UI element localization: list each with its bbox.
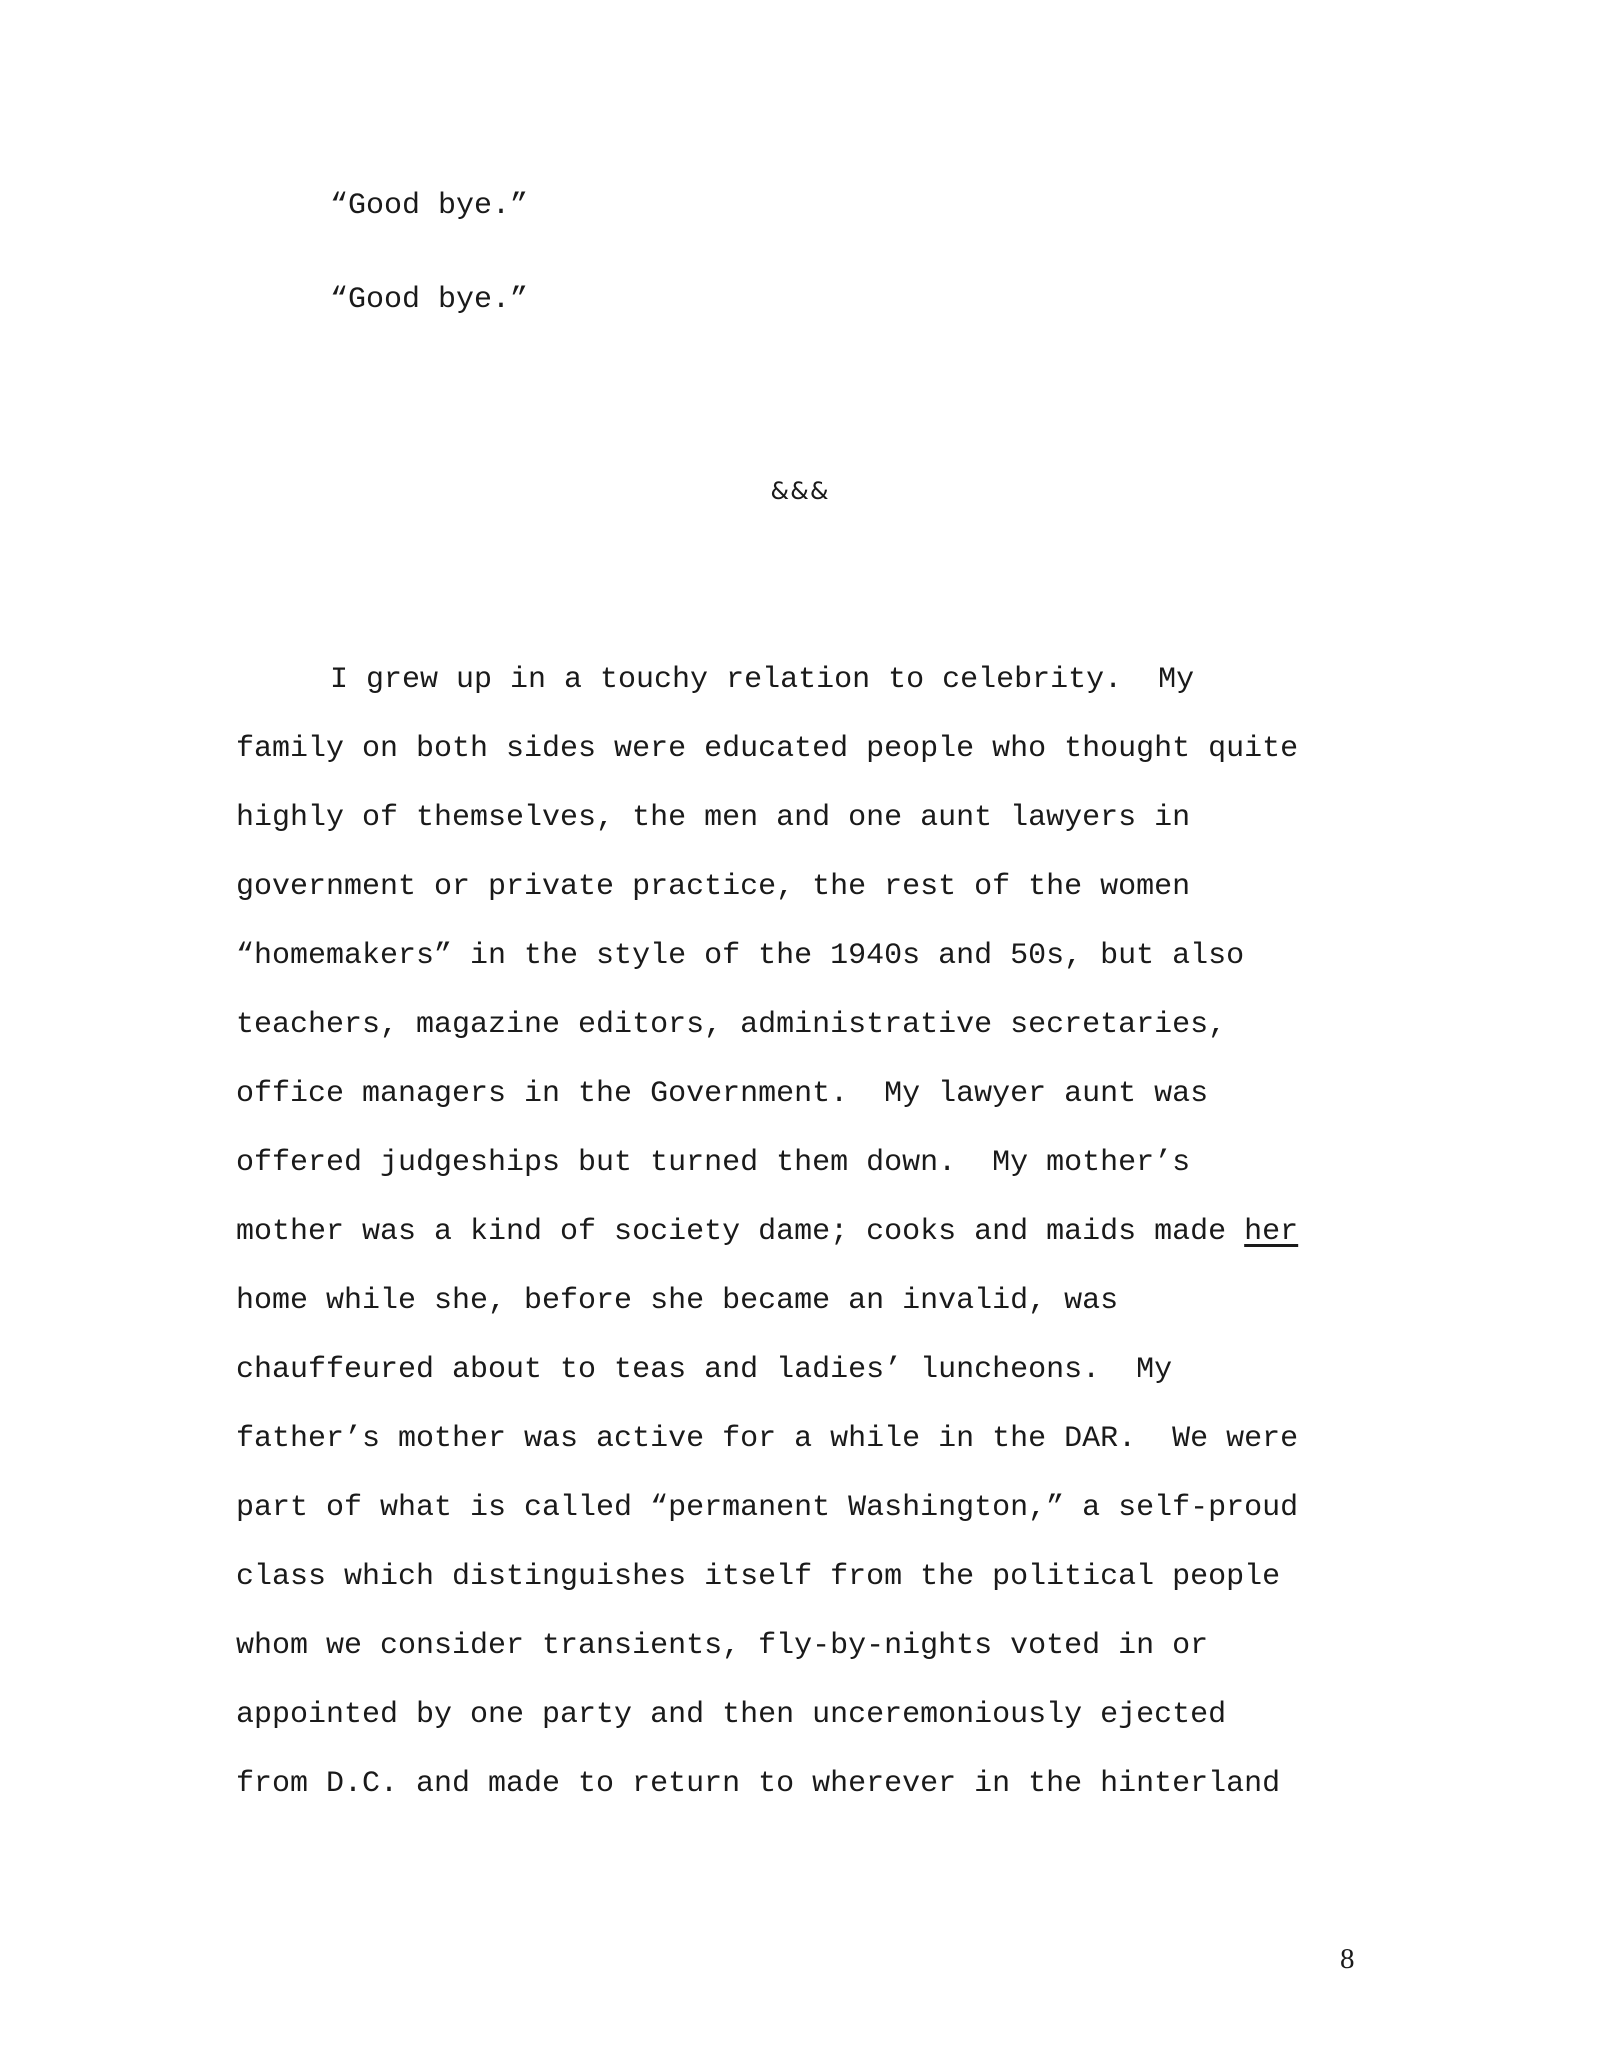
paragraph-line: “homemakers” in the style of the 1940s and 50s, but also (236, 939, 1245, 973)
paragraph-line: whom we consider transients, fly-by-nights voted in or (236, 1629, 1209, 1663)
paragraph-line: home while she, before she became an invalid, was (236, 1284, 1119, 1318)
paragraph-line: offered judgeships but turned them down. My mother’s (236, 1146, 1191, 1180)
section-separator: &&& (770, 477, 830, 505)
paragraph-line: highly of themselves, the men and one aunt lawyers in (236, 801, 1191, 835)
paragraph-line: appointed by one party and then unceremoniously ejected (236, 1698, 1227, 1732)
dialogue-line-1: “Good bye.” (330, 189, 529, 223)
paragraph-line: government or private practice, the rest of the women (236, 870, 1191, 904)
page-number: 8 (1340, 1943, 1355, 1975)
paragraph-line: from D.C. and made to return to wherever in the hinterland (236, 1767, 1281, 1801)
emphasized-word: her (1244, 1215, 1299, 1249)
paragraph-line: part of what is called “permanent Washington,” a self-proud (236, 1491, 1299, 1525)
paragraph-line: office managers in the Government. My lawyer aunt was (236, 1077, 1209, 1111)
dialogue-line-2: “Good bye.” (330, 283, 529, 317)
paragraph-line: teachers, magazine editors, administrative secretaries, (236, 1008, 1227, 1042)
paragraph-line: family on both sides were educated people who thought quite (236, 732, 1299, 766)
paragraph-line: father’s mother was active for a while in the DAR. We were (236, 1422, 1299, 1456)
paragraph-line: chauffeured about to teas and ladies’ luncheons. My (236, 1353, 1173, 1387)
paragraph-line: class which distinguishes itself from the political people (236, 1560, 1281, 1594)
paragraph-line: I grew up in a touchy relation to celebrity. My (330, 663, 1195, 697)
paragraph-line-text: mother was a kind of society dame; cooks and maids made (236, 1215, 1245, 1249)
paragraph-line (236, 1214, 1298, 1250)
